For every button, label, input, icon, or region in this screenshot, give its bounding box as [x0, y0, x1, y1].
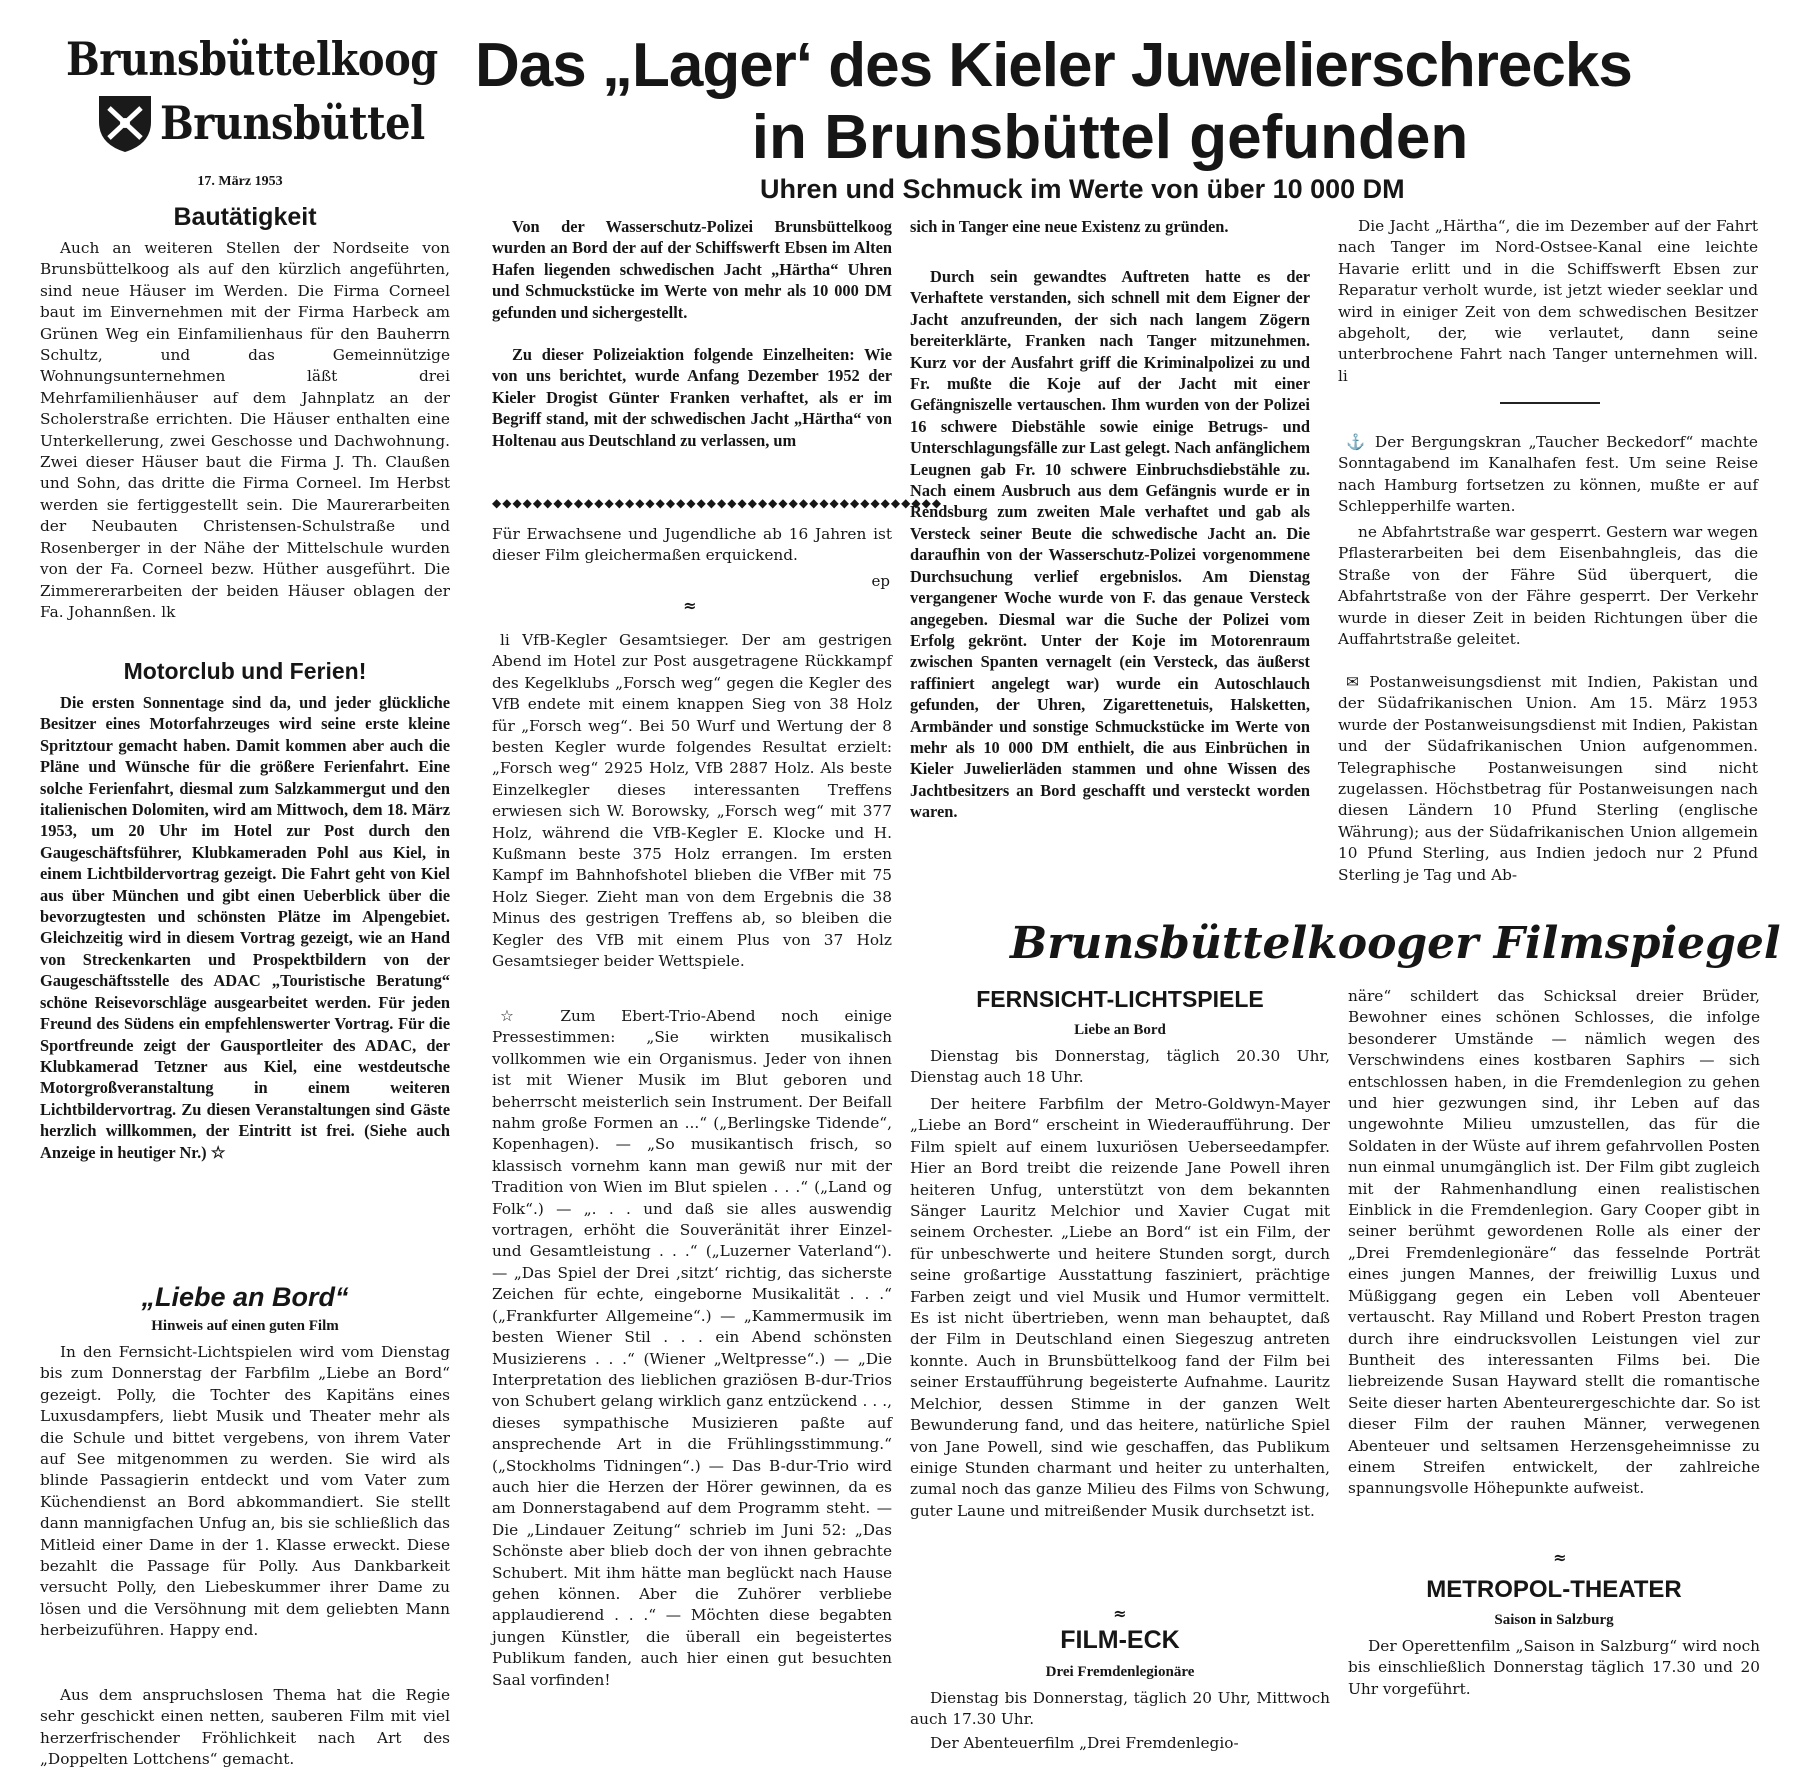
- filmeck-film-title: Drei Fremdenlegionäre: [1045, 1664, 1195, 1680]
- metropol-text: Der Operettenfilm „Saison in Salzburg“ wird noch bis einschließlich Donnerstag täglich 17.30 und 20 Uhr vorgeführt.: [1348, 1637, 1760, 1698]
- bautaetigkeit-heading: Bautätigkeit: [173, 203, 317, 231]
- filmspiegel-banner: Brunsbüttelkooger Filmspiegel: [1010, 918, 1781, 969]
- jacht-continuation-1: sich in Tanger eine neue Existenz zu gründen.: [910, 217, 1229, 236]
- liebe-text-1: In den Fernsicht-Lichtspielen wird vom Dienstag bis zum Donnerstag der Farbfilm „Liebe an Bord“ gezeigt. Polly, die Tochter des Kapitäns eines Luxusdampfers, liebt Musik und Theater mehr als die Schule und bittet vergebens, von ihrem Vater auf See mitgenommen zu werden. Sie wird als blinde Passagierin entdeckt und vom Vater zum Küchendienst an Bord abkommandiert. Sie stellt dann mannigfachen Unfug an, bis sie schließlich das Mitleid einer Dame in der 1. Klasse erweckt. Diese bezahlt die Passage für Polly. Aus Dankbarkeit versucht Polly, den Liebeskummer ihrer Dame zu lösen und die Versöhnung mit dem geliebten Mann herbeizuführen. Happy end.: [40, 1343, 450, 1640]
- coat-of-arms-icon: [95, 92, 155, 154]
- jacht-continuation-2: Durch sein gewandtes Auftreten hatte es der Verhaftete verstanden, sich schnell mit dem Eigner der Jacht anzufreunden, der sich nach langem Zögern bereiterklärte, Franken nach Tanger mitzunehmen. Kurz vor der Ausfahrt griff die Kriminalpolizei zu und Fr. mußte die Koje auf der Jacht mit einer Gefängniszelle vertauschen. Ihm wurden von der Polizei 16 schwere Diebstähle sowie einige Betrugs- und Unterschlagungsfälle zur Last gelegt. Nach anfänglichem Leugnen gab Fr. 10 schwere Einbruchsdiebstähle zu. Nach einem Ausbruch aus dem Gefängnis wurde er in Rendsburg zum zweiten Male verhaftet und gab als Versteck seiner Beute die schwedische Jacht an. Die daraufhin von der Wasserschutz-Polizei vorgenommene Durchsuchung verlief ergebnislos. Am Dienstag vergangener Woche wurde von F. das genaue Versteck angegeben. Diesmal war die Suche der Polizei vom Erfolg gekrönt. Unter der Koje im Motorenraum zwischen Spanten vernagelt (ein Versteck, das äußerst raffiniert angelegt war) wurde ein Autoschlauch gefunden, der Uhren, Zigarettenetuis, Halsketten, Armbänder und sonstige Schmuckstücke im Werte von mehr als 10 000 DM enthielt, die aus Einbrüchen in Kieler Juwelierläden stammen und ohne Wissen des Jachtbesitzers an Bord geschafft und versteckt worden waren.: [910, 267, 1310, 822]
- headline-line1: Das „Lager‘ des Kieler Juwelierschrecks: [475, 31, 1632, 100]
- postanweisung-report: ✉ Postanweisungsdienst mit Indien, Pakistan und der Südafrikanischen Union. Am 15. März 1953 wurde der Postanweisungsdienst mit Indien, Pakistan und der Südafrikanischen Union aufgenommen. Telegraphische Postanweisungen sind nicht zugelassen. Höchstbetrag für Postanweisungen nach diesen Ländern 10 Pfund Sterling (englische Währung); aus der Südafrikanischen Union allgemein 10 Pfund Sterling, aus Indien jedoch nur 2 Pfund Sterling je Tag und Ab-: [1338, 673, 1758, 884]
- metropol-film-title: Saison in Salzburg: [1494, 1612, 1614, 1628]
- filmeck-review-continued: näre“ schildert das Schicksal dreier Brüder, Bewohner eines schönen Schlosses, die infolge besonderer Umstände — nämlich wegen des Verschwindens eines kostbaren Saphirs — sich entschlossen haben, in die Fremdenlegion zu gehen und hier gezwungen sind, ihr Leben auf das ungewohnte Milieu umzustellen, das für die Soldaten in der Wüste auf ihrem gefahrvollen Posten nun einmal unumgänglich ist. Der Film gibt zugleich mit der Rahmenhandlung einen realistischen Einblick in die Fremdenlegion. Gary Cooper gibt in seiner berühmt gewordenen Rolle als einer der „Drei Fremdenlegionäre“ das fesselnde Porträt eines jungen Mannes, der freiwillig Luxus und Müßiggang gegen ein Leben voll Abenteuer vertauscht. Ray Milland und Robert Preston tragen durch ihre eindrucksvollen Leistungen viel zur Buntheit des interessanten Films bei. Die liebreizende Susan Hayward stellt die romantische Seite dieser harten Abenteurergeschichte dar. So ist dieser Film der rauhen Männer, verwegenen Abenteuer und seltsamen Herzensgeheimnisse zu einem Streifen entwickelt, der zahlreiche spannungsvolle Höhepunkte aufweist.: [1348, 987, 1760, 1498]
- wave-separator-2: ≈: [1113, 1604, 1127, 1623]
- lead-paragraph-2: Zu dieser Polizeiaktion folgende Einzelheiten: Wie von uns berichtet, wurde Anfang Dezember 1952 der Kieler Drogist Günter Franken verhaftet, als er im Begriff stand, mit der schwedischen Jacht „Härtha“ von Holtenau aus Deutschland zu verlassen, um: [492, 345, 892, 450]
- fernsicht-showtimes: Dienstag bis Donnerstag, täglich 20.30 Uhr, Dienstag auch 18 Uhr.: [910, 1047, 1330, 1087]
- wave-separator: ≈: [683, 596, 697, 615]
- filmeck-heading: FILM-ECK: [1060, 1626, 1180, 1654]
- issue-date: 17. März 1953: [197, 174, 283, 189]
- headline-subline: Uhren und Schmuck im Werte von über 10 000 DM: [760, 174, 1405, 204]
- metropol-heading: METROPOL-THEATER: [1426, 1576, 1682, 1603]
- masthead-line2: Brunsbüttel: [160, 96, 425, 151]
- diamond-rule: ◆◆◆◆◆◆◆◆◆◆◆◆◆◆◆◆◆◆◆◆◆◆◆◆◆◆◆◆◆◆◆◆◆◆◆◆◆◆◆◆◆◆◆◆: [492, 496, 943, 510]
- film-note: Für Erwachsene und Jugendliche ab 16 Jahren ist dieser Film gleichermaßen erquickend.: [492, 525, 892, 565]
- filmeck-review-start: Der Abenteuerfilm „Drei Fremdenlegio-: [930, 1734, 1239, 1752]
- haertha-report: Die Jacht „Härtha“, die im Dezember auf der Fahrt nach Tanger im Nord-Ostsee-Kanal eine leichte Havarie erlitt und in die Schiffswerft Ebsen zur Reparatur verholt wurde, ist jetzt wieder seeklar und wird in einiger Zeit von dem schwedischen Besitzer abgeholt, der, wie verlautet, dann seine unterbrochene Fahrt nach Tanger unternehmen will. li: [1338, 217, 1758, 385]
- headline-line2: in Brunsbüttel gefunden: [751, 103, 1469, 172]
- abfahrtstrasse-report: ne Abfahrtstraße war gesperrt. Gestern war wegen Pflasterarbeiten bei dem Eisenbahngleis, das die Straße von der Fähre Süd überquert, die Abfahrtstraße von der Fähre gesperrt. Der Verkehr wurde in dieser Zeit in beiden Richtungen über die Auffahrtstraße geleitet.: [1338, 523, 1758, 649]
- liebe-text-2: Aus dem anspruchslosen Thema hat die Regie sehr geschickt einen netten, sauberen Film mit viel herzerfrischender Fröhlichkeit nach Art des „Doppelten Lottchens“ gemacht.: [40, 1686, 450, 1769]
- kegler-report: li VfB-Kegler Gesamtsieger. Der am gestrigen Abend im Hotel zur Post ausgetragene Rückkampf des Kegelklubs „Forsch weg“ gegen die Kegler des VfB endete mit einem knappen Sieg von 38 Holz für „Forsch weg“. Bei 50 Wurf und Wertung der 8 besten Kegler wurde folgendes Resultat erzielt: „Forsch weg“ 2925 Holz, VfB 2887 Holz. Als beste Einzelkegler dieses interessanten Treffens erwiesen sich W. Borowsky, „Forsch weg“ mit 377 Holz, während die VfB-Kegler E. Klocke und H. Kußmann beste 375 Holz errangen. Im ersten Kampf im Bahnhofshotel blieben die VfBer mit 75 Holz Sieger. Zieht man von dem Ergebnis die 38 Minus des gestrigen Treffens ab, so bleiben die Kegler des VfB mit einem Plus von 37 Holz Gesamtsieger beider Wettspiele.: [492, 631, 892, 971]
- liebe-subheading: Hinweis auf einen guten Film: [151, 1318, 339, 1334]
- wave-separator-3: ≈: [1553, 1548, 1567, 1567]
- liebe-heading: „Liebe an Bord“: [141, 1282, 349, 1312]
- motorclub-text: Die ersten Sonnentage sind da, und jeder glückliche Besitzer eines Motorfahrzeuges wird seine erste kleine Spritztour gemacht haben. Damit kommen aber auch die Pläne und Wünsche für die größere Ferienfahrt. Eine solche Ferienfahrt, diesmal zum Salzkammergut und den italienischen Dolomiten, wird am Mittwoch, dem 18. März 1953, um 20 Uhr im Hotel zur Post durch den Gaugeschäftsführer, Klubkameraden Pohl aus Kiel, in einem Lichtbildervortrag gezeigt. Die Fahrt geht von Kiel aus über München und gibt einen Ueberblick über die bevorzugtesten und schönsten Plätze im Alpengebiet. Gleichzeitig wird in diesem Vortrag gezeigt, wie an Hand von Streckenkarten und Prospektbildern von der Gaugeschäftsstelle des ADAC „Touristische Beratung“ schöne Reisevorschläge ausgearbeitet werden. Für jeden Freund des Südens ein empfehlenswerter Vortrag. Für die Sportfreunde zeigt der Gausportleiter des ADAC, der Klubkamerad Tetzner aus Kiel, eine westdeutsche Motorgroßveranstaltung in einem weiteren Lichtbildervortrag. Zu diesen Veranstaltungen sind Gäste herzlich willkommen, der Eintritt ist frei. (Siehe auch Anzeige in heutiger Nr.) ☆: [40, 693, 450, 1162]
- bautaetigkeit-text: Auch an weiteren Stellen der Nordseite von Brunsbüttelkoog als auf den kürzlich angeführten, sind neue Häuser im Werden. Die Firma Corneel baut im Einvernehmen mit der Firma Harbeck am Grünen Weg ein Einfamilienhaus für den Bauherrn Schultz, und das Gemeinnützige Wohnungsunternehmen läßt drei Mehrfamilienhäuser auf dem Jahnplatz an der Scholerstraße errichten. Die Häuser enthalten eine Unterkellerung, zwei Geschosse und Dachwohnung. Zwei dieser Häuser baut die Firma J. Th. Claußen und Sohn, das dritte die Firma Corneel. Im Herbst werden sie fertiggestellt sein. Die Maurerarbeiten der Neubauten Christensen-Schulstraße und Rosenberger in der Nähe der Mittelschule wurden von der Fa. Corneel bezw. Hüther ausgeführt. Die Zimmererarbeiten der beiden Häuser oblagen der Fa. Johannßen. lk: [40, 239, 450, 621]
- fernsicht-heading: FERNSICHT-LICHTSPIELE: [976, 986, 1264, 1012]
- filmeck-showtimes: Dienstag bis Donnerstag, täglich 20 Uhr, Mittwoch auch 17.30 Uhr.: [910, 1689, 1330, 1729]
- motorclub-heading: Motorclub und Ferien!: [123, 658, 367, 684]
- lead-paragraph: Von der Wasserschutz-Polizei Brunsbüttelkoog wurden an Bord der auf der Schiffswerft Ebsen im Alten Hafen liegenden schwedischen Jacht „Härtha“ Uhren und Schmuckstücke im Werte von mehr als 10 000 DM gefunden und sichergestellt.: [492, 217, 892, 322]
- column-divider: [1500, 402, 1600, 404]
- masthead-line1: Brunsbüttelkoog: [66, 32, 438, 87]
- bergungskran-report: ⚓ Der Bergungskran „Taucher Beckedorf“ machte Sonntagabend im Kanalhafen fest. Um seine Reise nach Hamburg fortsetzen zu können, mußte er auf Schlepperhilfe warten.: [1338, 433, 1758, 516]
- fernsicht-film-title: Liebe an Bord: [1074, 1022, 1166, 1038]
- fernsicht-review: Der heitere Farbfilm der Metro-Goldwyn-Mayer „Liebe an Bord“ erscheint in Wiederaufführung. Der Film spielt auf einem luxuriösen Ueberseedampfer. Hier an Bord treibt die reizende Jane Powell ihren heiteren Unfug, unterstützt von dem bekannten Sänger Lauritz Melchior und Xavier Cugat mit seinem Orchester. „Liebe an Bord“ ist ein Film, der für unbeschwerte und heitere Stunden sorgt, durch seine großartige Ausstattung fasziniert, prächtige Farben zeigt und viel Musik und Humor vermittelt. Es ist nicht übertrieben, wenn man behauptet, daß der Film in Deutschland einen Siegeszug antreten konnte. Auch in Brunsbüttelkoog fand der Film bei seiner Erstaufführung begeisterte Aufnahme. Lauritz Melchior, dessen Stimme in der ganzen Welt Bewunderung fand, und das heitere, natürliche Spiel von Jane Powell, sind wie geschaffen, das Publikum einige Stunden charmant und heiter zu unterhalten, zumal noch das ganze Milieu des Films von Schwung, guter Laune und mitreißender Musik durchsetzt ist.: [910, 1095, 1330, 1520]
- ebert-trio-report: ☆ Zum Ebert-Trio-Abend noch einige Pressestimmen: „Sie wirkten musikalisch vollkommen wie ein Organismus. Jeder von ihnen ist mit Wiener Musik im Blut geboren und beherrscht meisterlich sein Instrument. Der Beifall nahm große Formen an ...“ („Berlingske Tidende“, Kopenhagen). — „So musikantisch frisch, so klassisch vornehm kann man gewiß nur mit der Tradition von Wien im Blut spielen . . .“ („Land og Folk“.) — „. . . und daß sie alles auswendig vortragen, erhöht die Souveränität ihrer Einzel- und Gesamtleistung . . .“ („Luzerner Vaterland“). — „Das Spiel der Drei ‚sitzt‘ richtig, das sicherste Zeichen für echte, eingeborne Musikalität . . .“ („Frankfurter Allgemeine“.) — „Kammermusik im besten Wiener Stil . . . ein Abend schönsten Musizierens . . .“ (Wiener „Weltpresse“.) — „Die Interpretation des lieblichen graziösen B-dur-Trios von Schubert gelang wirklich ganz entzückend . . ., dieses sympathische Musizieren paßte auf ansprechende Art in die Frühlingsstimmung.“ („Stockholms Tidningen“.) — Das B-dur-Trio wird auch hier die Herzen der Hörer gewinnen, da es am Donnerstagabend auf dem Programm steht. — Die „Lindauer Zeitung“ schrieb im Juni 52: „Das Schönste aber blieb doch der von ihnen gebrachte Schubert. Mit ihm hätte man beglückt nach Hause gehen können. Aber die Zuhörer verbliebe applaudierend . . .“ — Möchten diese begabten jungen Künstler, die überall ein begeistertes Publikum fanden, auch hier einen gut besuchten Saal vorfinden!: [492, 1007, 892, 1689]
- film-note-sign: ep: [871, 572, 890, 590]
